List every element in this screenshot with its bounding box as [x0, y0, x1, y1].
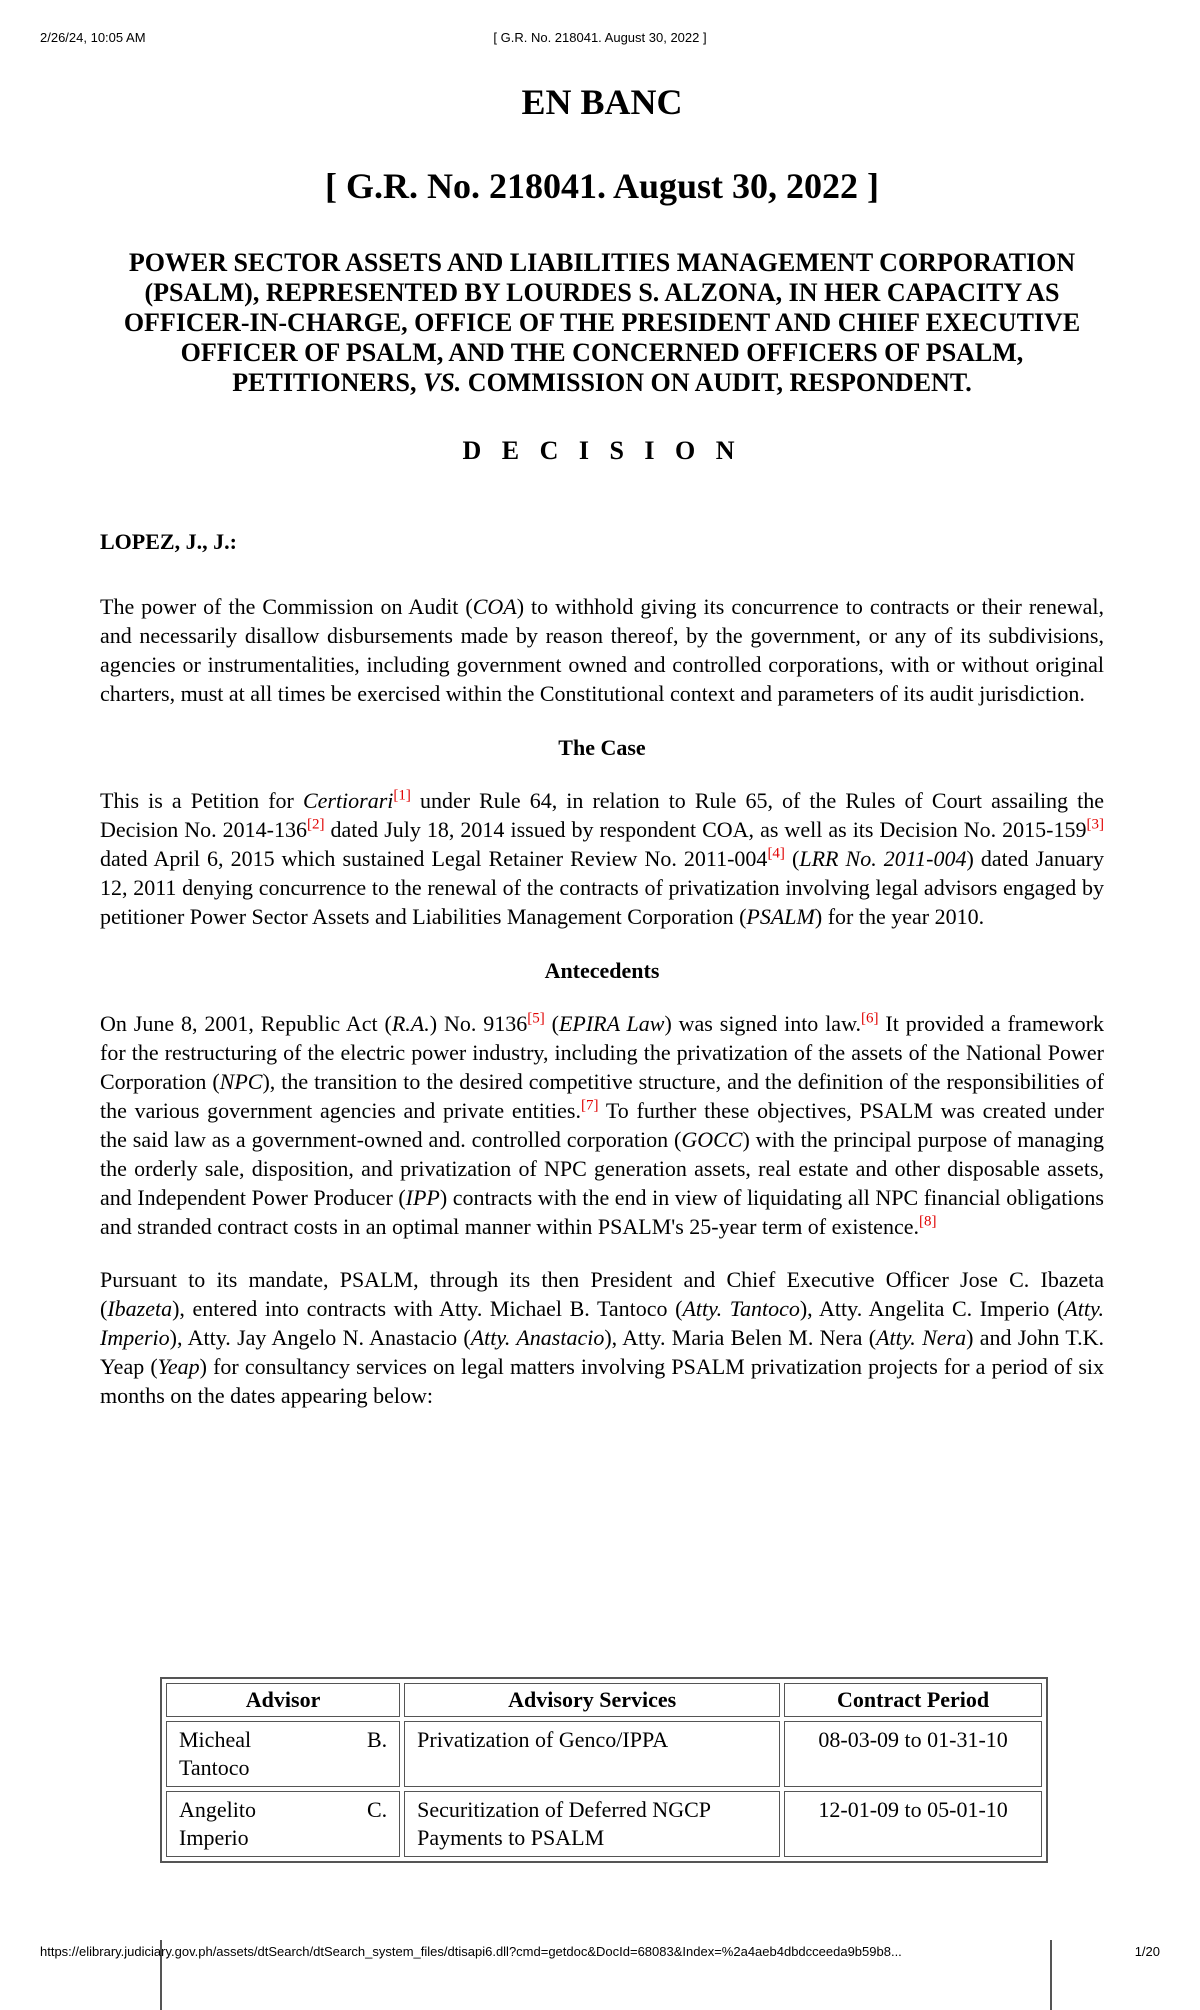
- antecedents-heading: Antecedents: [544, 958, 660, 983]
- advisor-cell: Angelito C. Imperio: [166, 1791, 400, 1857]
- column-header-services: Advisory Services: [404, 1683, 780, 1717]
- parties-vs: VS.: [422, 368, 462, 397]
- footnote-link-4[interactable]: [4]: [767, 845, 785, 862]
- pursuant-paragraph: Pursuant to its mandate, PSALM, through its then President and Chief Executive Officer Jose C. Ibazeta (Ibazeta), entered into contracts with Atty. Michael B. Tantoco (Atty. Tantoco), Atty. Angelita C. Imperio (Atty. Imperio), Atty. Jay Angelo N. Anastacio (Atty. Anastacio), Atty. Maria Belen M. Nera (Atty. Nera) and John T.K. Yeap (Yeap) for consultancy services on legal matters involving PSALM privatization projects for a period of six months on the dates appearing below:: [100, 1267, 1105, 1408]
- table-row: [166, 1791, 1042, 1857]
- decision-heading: D E C I S I O N: [462, 436, 742, 465]
- footnote-link-3[interactable]: [3]: [1086, 816, 1104, 833]
- ponente: LOPEZ, J., J.:: [100, 529, 237, 554]
- footnote-link-5[interactable]: [5]: [527, 1010, 545, 1027]
- case-number-heading: [ G.R. No. 218041. August 30, 2022 ]: [324, 166, 880, 206]
- the-case-paragraph: This is a Petition for Certiorari[1] under Rule 64, in relation to Rule 65, of the Rules of Court assailing the Decision No. 2014-136[2] dated July 18, 2014 issued by respondent COA, as well as its Decision No. 2015-159[3] dated April 6, 2015 which sustained Legal Retainer Review No. 2011-004[4] (LRR No. 2011-004) dated January 12, 2011 denying concurrence to the renewal of the contracts of privatization involving legal advisors engaged by petitioner Power Sector Assets and Liabilities Management Corporation (PSALM) for the year 2010.: [100, 787, 1104, 929]
- column-header-period: Contract Period: [784, 1683, 1042, 1717]
- footnote-link-6[interactable]: [6]: [861, 1010, 879, 1027]
- parties-heading: [120, 248, 1084, 398]
- antecedents-paragraph: On June 8, 2001, Republic Act (R.A.) No. 9136[5] (EPIRA Law) was signed into law.[6] It provided a framework for the restructuring of the electric power industry, including the privatization of the assets of the National Power Corporation (NPC), the transition to the desired competitive structure, and the definition of the responsibilities of the various government agencies and private entities.[7] To further these objectives, PSALM was created under the said law as a government-owned and. controlled corporation (GOCC) with the principal purpose of managing the orderly sale, disposition, and privatization of NPC generation assets, real estate and other disposable assets, and Independent Power Producer (IPP) contracts with the end in view of liquidating all NPC financial obligations and stranded contract costs in an optimal manner within PSALM's 25-year term of existence.[8]: [100, 1010, 1105, 1239]
- advisor-cell: Micheal B. Tantoco: [166, 1721, 400, 1787]
- period-cell: 12-01-09 to 05-01-10: [784, 1791, 1042, 1857]
- footnote-link-8[interactable]: [8]: [918, 1213, 937, 1230]
- footnote-link-2[interactable]: [2]: [306, 816, 325, 833]
- intro-paragraph: The power of the Commission on Audit (COA) to withhold giving its concurrence to contracts or their renewal, and necessarily disallow disbursements made by reason thereof, by the government, or any of its subdivisions, agencies or instrumentalities, including government owned and controlled corporations, with or without original charters, must at all times be exercised within the Constitutional context and parameters of its audit jurisdiction.: [100, 594, 1104, 706]
- the-case-heading: The Case: [558, 735, 646, 760]
- footnote-link-7[interactable]: [7]: [580, 1097, 599, 1114]
- table-row: [166, 1721, 1042, 1787]
- parties-text-1: POWER SECTOR ASSETS AND LIABILITIES MANAGEMENT CORPORATION (PSALM), REPRESENTED BY LOURDES S. ALZONA, IN HER CAPACITY AS OFFICER-IN-CHARGE, OFFICE OF THE PRESIDENT AND CHIEF EXECUTIVE OFFICER OF PSALM, AND THE CONCERNED OFFICERS OF PSALM, PETITIONERS,: [123, 248, 1081, 397]
- period-cell: 08-03-09 to 01-31-10: [784, 1721, 1042, 1787]
- service-cell: Securitization of Deferred NGCP Payments to PSALM: [404, 1791, 780, 1857]
- decision-document: [100, 80, 1105, 1850]
- parties-text-2: COMMISSION ON AUDIT, RESPONDENT.: [461, 368, 972, 397]
- table-header-row: [166, 1683, 1042, 1717]
- footnote-link-1[interactable]: [1]: [393, 787, 411, 804]
- division-heading: EN BANC: [521, 82, 683, 122]
- service-cell: Privatization of Genco/IPPA: [404, 1721, 780, 1787]
- advisors-table: [160, 1677, 1048, 1863]
- page-number: 1/20: [1134, 1944, 1160, 1959]
- print-url: https://elibrary.judiciary.gov.ph/assets/dtSearch/dtSearch_system_files/dtisapi6.dll?cmd=getdoc&DocId=68083&Index=%2a4aeb4dbdcceeda9b59b8...: [40, 1944, 902, 1959]
- print-page-title: [ G.R. No. 218041. August 30, 2022 ]: [493, 30, 707, 45]
- print-datetime: 2/26/24, 10:05 AM: [40, 30, 146, 45]
- column-header-advisor: Advisor: [166, 1683, 400, 1717]
